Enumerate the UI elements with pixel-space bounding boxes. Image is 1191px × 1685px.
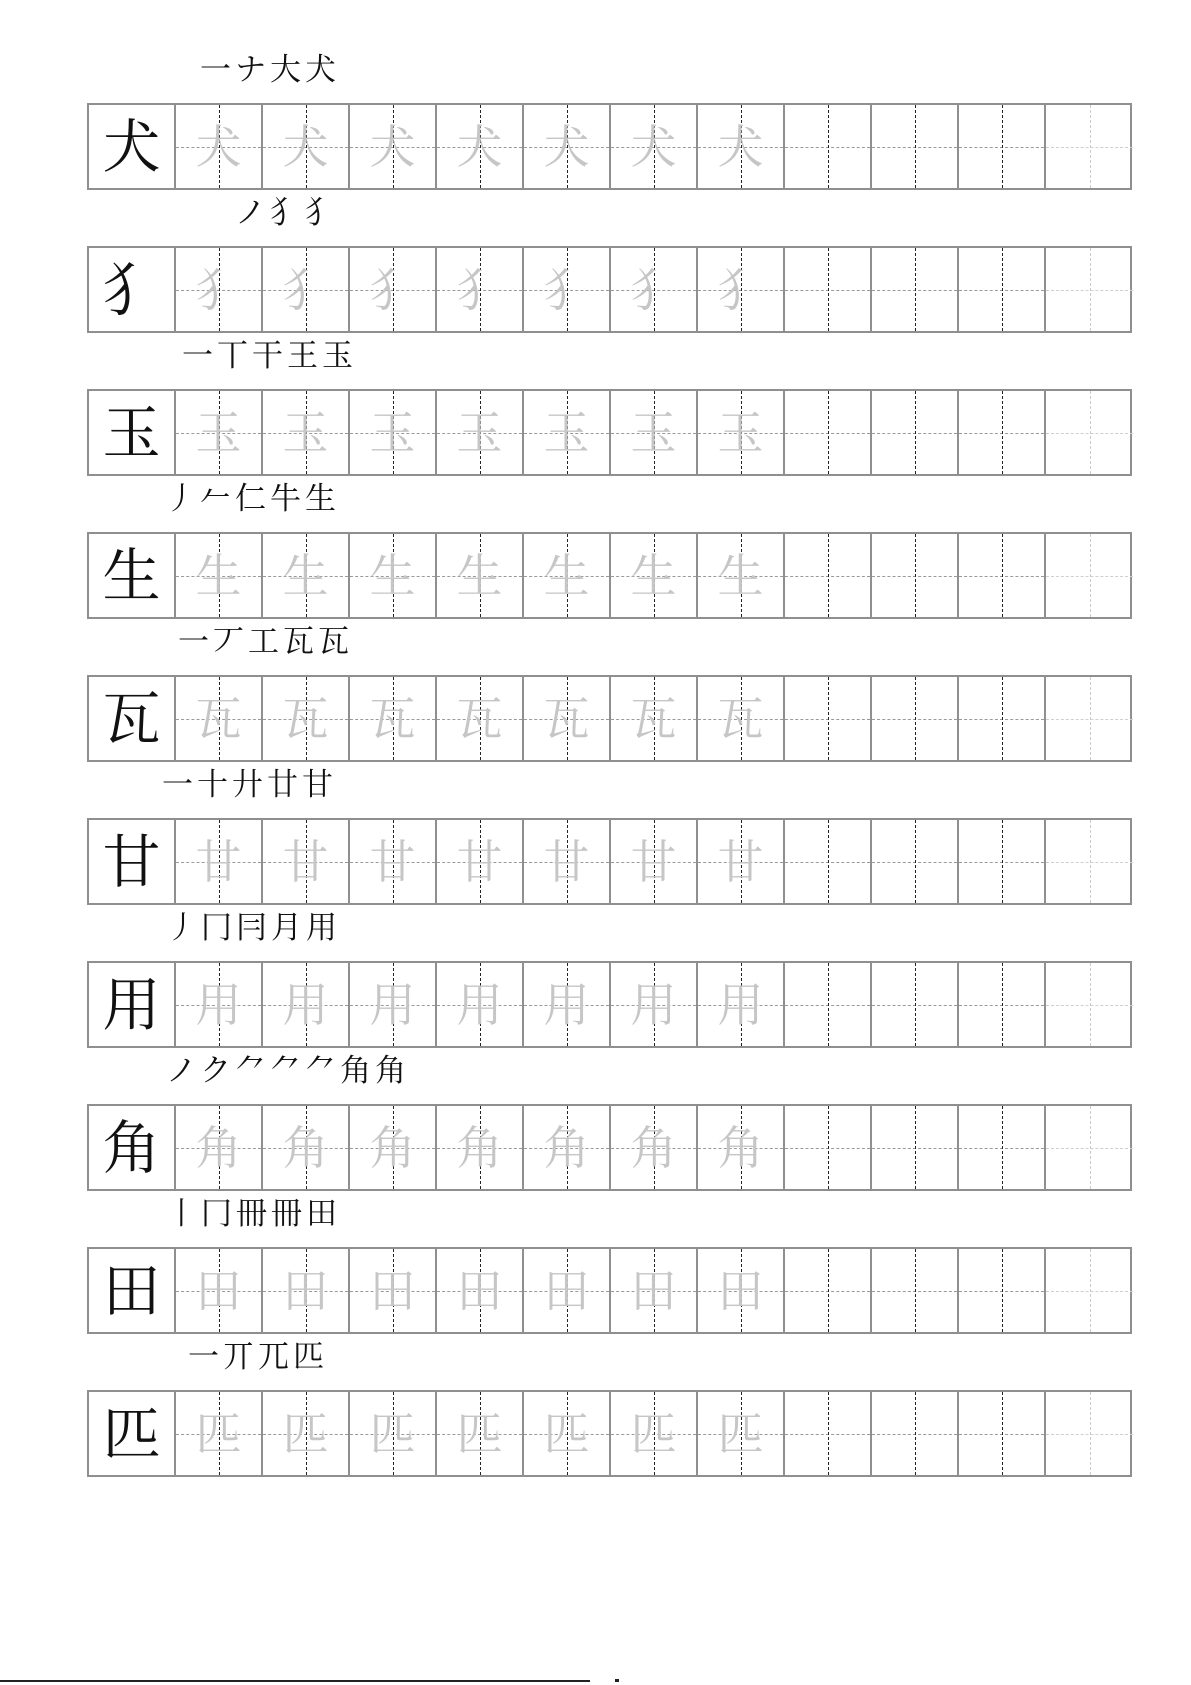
trace-cell[interactable] — [176, 1106, 263, 1189]
trace-cell[interactable] — [698, 391, 785, 474]
footer-mark — [615, 1679, 619, 1682]
vertical-guide-line — [1090, 820, 1091, 903]
trace-cell[interactable] — [698, 248, 785, 331]
blank-practice-cell[interactable] — [1046, 677, 1133, 760]
trace-character: 犭 — [456, 262, 503, 317]
trace-cell[interactable] — [263, 105, 350, 188]
blank-practice-cell[interactable] — [959, 248, 1046, 331]
vertical-guide-line — [1090, 105, 1091, 188]
blank-practice-cell[interactable] — [1046, 820, 1133, 903]
blank-practice-cell[interactable] — [872, 820, 959, 903]
blank-practice-cell[interactable] — [872, 1106, 959, 1189]
stroke-order-sequence: 丿冂冃月用 — [166, 910, 341, 946]
blank-practice-cell[interactable] — [959, 534, 1046, 617]
trace-cell[interactable] — [350, 820, 437, 903]
trace-character: 生 — [369, 548, 416, 603]
trace-character: 用 — [369, 977, 416, 1032]
practice-row — [87, 246, 1132, 333]
trace-cell[interactable] — [611, 1106, 698, 1189]
trace-character: 甘 — [717, 834, 764, 889]
trace-cell[interactable] — [611, 820, 698, 903]
trace-character: 匹 — [282, 1406, 329, 1461]
trace-cell[interactable] — [698, 534, 785, 617]
trace-cell[interactable] — [611, 391, 698, 474]
stroke-order-sequence: ノク⺈⺈⺈角角 — [166, 1053, 411, 1089]
blank-practice-cell[interactable] — [872, 1249, 959, 1332]
vertical-guide-line — [915, 1106, 916, 1189]
trace-character: 犭 — [195, 262, 242, 317]
blank-practice-cell[interactable] — [872, 1392, 959, 1475]
footer-divider — [0, 1680, 590, 1682]
trace-cell[interactable] — [437, 820, 524, 903]
trace-character: 田 — [456, 1263, 503, 1318]
practice-row — [87, 1247, 1132, 1334]
blank-practice-cell[interactable] — [1046, 1249, 1133, 1332]
vertical-guide-line — [828, 391, 829, 474]
trace-cell[interactable] — [524, 1392, 611, 1475]
practice-row — [87, 818, 1132, 905]
vertical-guide-line — [828, 1249, 829, 1332]
vertical-guide-line — [915, 248, 916, 331]
trace-character: 用 — [282, 977, 329, 1032]
trace-character: 甘 — [195, 834, 242, 889]
trace-character: 生 — [717, 548, 764, 603]
blank-practice-cell[interactable] — [785, 1392, 872, 1475]
trace-character: 犭 — [717, 262, 764, 317]
vertical-guide-line — [915, 1249, 916, 1332]
blank-practice-cell[interactable] — [785, 105, 872, 188]
vertical-guide-line — [1090, 963, 1091, 1046]
practice-row — [87, 675, 1132, 762]
vertical-guide-line — [1002, 1392, 1003, 1475]
trace-cell[interactable] — [437, 677, 524, 760]
trace-cell[interactable] — [350, 1392, 437, 1475]
stroke-order-sequence: 一丆工瓦瓦 — [178, 624, 353, 660]
blank-practice-cell[interactable] — [785, 391, 872, 474]
practice-row — [87, 532, 1132, 619]
blank-practice-cell[interactable] — [959, 963, 1046, 1046]
model-character: 瓦 — [102, 684, 161, 753]
stroke-order-sequence: 一丅干王玉 — [182, 338, 357, 374]
blank-practice-cell[interactable] — [872, 963, 959, 1046]
vertical-guide-line — [915, 963, 916, 1046]
trace-character: 犭 — [630, 262, 677, 317]
trace-character: 甘 — [456, 834, 503, 889]
trace-cell[interactable] — [176, 677, 263, 760]
trace-cell[interactable] — [263, 963, 350, 1046]
blank-practice-cell[interactable] — [785, 1106, 872, 1189]
blank-practice-cell[interactable] — [1046, 391, 1133, 474]
trace-cell[interactable] — [611, 677, 698, 760]
blank-practice-cell[interactable] — [959, 105, 1046, 188]
vertical-guide-line — [915, 1392, 916, 1475]
blank-practice-cell[interactable] — [959, 820, 1046, 903]
stroke-order-sequence: 丨冂冊冊田 — [166, 1196, 341, 1232]
model-character: 田 — [102, 1256, 161, 1325]
trace-character: 生 — [630, 548, 677, 603]
vertical-guide-line — [828, 677, 829, 760]
model-character: 犬 — [102, 112, 161, 181]
trace-cell[interactable] — [611, 105, 698, 188]
trace-cell[interactable] — [350, 534, 437, 617]
trace-character: 匹 — [630, 1406, 677, 1461]
trace-cell[interactable] — [524, 105, 611, 188]
blank-practice-cell[interactable] — [959, 391, 1046, 474]
trace-character: 瓦 — [630, 691, 677, 746]
trace-character: 犬 — [282, 119, 329, 174]
model-character-cell — [89, 677, 176, 760]
trace-character: 生 — [543, 548, 590, 603]
trace-character: 玉 — [543, 405, 590, 460]
blank-practice-cell[interactable] — [959, 1392, 1046, 1475]
practice-row — [87, 389, 1132, 476]
trace-cell[interactable] — [263, 1106, 350, 1189]
trace-character: 甘 — [369, 834, 416, 889]
blank-practice-cell[interactable] — [785, 1249, 872, 1332]
stroke-order-sequence: 一ナ大犬 — [200, 52, 340, 88]
trace-character: 犭 — [543, 262, 590, 317]
vertical-guide-line — [1090, 677, 1091, 760]
trace-character: 玉 — [717, 405, 764, 460]
trace-cell[interactable] — [263, 820, 350, 903]
trace-cell[interactable] — [698, 677, 785, 760]
trace-cell[interactable] — [698, 105, 785, 188]
trace-character: 瓦 — [369, 691, 416, 746]
trace-cell[interactable] — [611, 1249, 698, 1332]
vertical-guide-line — [828, 248, 829, 331]
vertical-guide-line — [1090, 1106, 1091, 1189]
trace-character: 田 — [630, 1263, 677, 1318]
trace-cell[interactable] — [524, 963, 611, 1046]
trace-cell[interactable] — [524, 248, 611, 331]
trace-cell[interactable] — [524, 677, 611, 760]
trace-character: 匹 — [543, 1406, 590, 1461]
trace-cell[interactable] — [263, 391, 350, 474]
trace-cell[interactable] — [350, 963, 437, 1046]
trace-cell[interactable] — [437, 391, 524, 474]
trace-cell[interactable] — [176, 248, 263, 331]
trace-character: 田 — [717, 1263, 764, 1318]
trace-cell[interactable] — [698, 1249, 785, 1332]
practice-row — [87, 961, 1132, 1048]
blank-practice-cell[interactable] — [1046, 534, 1133, 617]
model-character-cell — [89, 820, 176, 903]
trace-cell[interactable] — [524, 820, 611, 903]
practice-row — [87, 1390, 1132, 1477]
vertical-guide-line — [1002, 391, 1003, 474]
model-character: 用 — [102, 970, 161, 1039]
trace-cell[interactable] — [437, 248, 524, 331]
trace-character: 玉 — [630, 405, 677, 460]
trace-character: 田 — [282, 1263, 329, 1318]
blank-practice-cell[interactable] — [872, 391, 959, 474]
trace-cell[interactable] — [524, 1249, 611, 1332]
model-character: 犭 — [102, 255, 161, 324]
trace-character: 犭 — [282, 262, 329, 317]
trace-character: 玉 — [369, 405, 416, 460]
stroke-order-sequence: 一丌兀匹 — [188, 1339, 328, 1375]
vertical-guide-line — [828, 963, 829, 1046]
blank-practice-cell[interactable] — [1046, 1392, 1133, 1475]
blank-practice-cell[interactable] — [959, 1106, 1046, 1189]
model-character: 生 — [102, 541, 161, 610]
trace-character: 生 — [456, 548, 503, 603]
vertical-guide-line — [1002, 1106, 1003, 1189]
vertical-guide-line — [1090, 248, 1091, 331]
vertical-guide-line — [915, 677, 916, 760]
vertical-guide-line — [1002, 1249, 1003, 1332]
vertical-guide-line — [1002, 534, 1003, 617]
vertical-guide-line — [828, 820, 829, 903]
trace-cell[interactable] — [176, 1392, 263, 1475]
trace-character: 用 — [630, 977, 677, 1032]
trace-character: 匹 — [195, 1406, 242, 1461]
trace-character: 瓦 — [717, 691, 764, 746]
trace-cell[interactable] — [263, 677, 350, 760]
blank-practice-cell[interactable] — [785, 963, 872, 1046]
trace-character: 匹 — [369, 1406, 416, 1461]
trace-cell[interactable] — [263, 1249, 350, 1332]
vertical-guide-line — [828, 105, 829, 188]
trace-character: 犬 — [717, 119, 764, 174]
blank-practice-cell[interactable] — [785, 820, 872, 903]
model-character: 匹 — [102, 1399, 161, 1468]
stroke-order-sequence: 一十廾廿甘 — [162, 767, 337, 803]
trace-character: 犬 — [543, 119, 590, 174]
trace-cell[interactable] — [263, 248, 350, 331]
stroke-order-sequence: ノ犭犭 — [235, 195, 340, 231]
trace-character: 玉 — [456, 405, 503, 460]
trace-character: 匹 — [717, 1406, 764, 1461]
trace-cell[interactable] — [524, 391, 611, 474]
trace-character: 瓦 — [456, 691, 503, 746]
trace-cell[interactable] — [176, 1249, 263, 1332]
trace-cell[interactable] — [437, 1249, 524, 1332]
trace-character: 用 — [717, 977, 764, 1032]
blank-practice-cell[interactable] — [872, 105, 959, 188]
trace-cell[interactable] — [176, 820, 263, 903]
trace-cell[interactable] — [176, 963, 263, 1046]
trace-cell[interactable] — [611, 963, 698, 1046]
blank-practice-cell[interactable] — [959, 677, 1046, 760]
trace-character: 犬 — [369, 119, 416, 174]
trace-character: 瓦 — [543, 691, 590, 746]
trace-cell[interactable] — [437, 963, 524, 1046]
trace-cell[interactable] — [350, 248, 437, 331]
model-character-cell — [89, 963, 176, 1046]
blank-practice-cell[interactable] — [785, 534, 872, 617]
trace-character: 犬 — [195, 119, 242, 174]
vertical-guide-line — [1090, 391, 1091, 474]
trace-cell[interactable] — [611, 248, 698, 331]
trace-cell[interactable] — [437, 1106, 524, 1189]
trace-character: 生 — [282, 548, 329, 603]
vertical-guide-line — [1090, 1392, 1091, 1475]
vertical-guide-line — [1002, 677, 1003, 760]
trace-cell[interactable] — [176, 391, 263, 474]
trace-cell[interactable] — [524, 1106, 611, 1189]
model-character-cell — [89, 1249, 176, 1332]
practice-row — [87, 103, 1132, 190]
stroke-order-sequence: 丿𠂉仁牛生 — [165, 481, 340, 517]
trace-character: 甘 — [282, 834, 329, 889]
trace-character: 匹 — [456, 1406, 503, 1461]
trace-character: 田 — [369, 1263, 416, 1318]
trace-cell[interactable] — [698, 963, 785, 1046]
blank-practice-cell[interactable] — [1046, 1106, 1133, 1189]
trace-cell[interactable] — [350, 677, 437, 760]
blank-practice-cell[interactable] — [872, 677, 959, 760]
trace-character: 角 — [282, 1120, 329, 1175]
trace-character: 角 — [630, 1120, 677, 1175]
model-character: 角 — [102, 1113, 161, 1182]
trace-cell[interactable] — [176, 105, 263, 188]
vertical-guide-line — [1002, 820, 1003, 903]
model-character-cell — [89, 105, 176, 188]
trace-cell[interactable] — [350, 1106, 437, 1189]
trace-cell[interactable] — [437, 105, 524, 188]
blank-practice-cell[interactable] — [1046, 248, 1133, 331]
model-character: 甘 — [102, 827, 161, 896]
model-character-cell — [89, 248, 176, 331]
trace-character: 玉 — [195, 405, 242, 460]
vertical-guide-line — [828, 534, 829, 617]
trace-character: 用 — [195, 977, 242, 1032]
vertical-guide-line — [1090, 534, 1091, 617]
blank-practice-cell[interactable] — [785, 248, 872, 331]
trace-cell[interactable] — [176, 534, 263, 617]
vertical-guide-line — [1090, 1249, 1091, 1332]
blank-practice-cell[interactable] — [785, 677, 872, 760]
trace-cell[interactable] — [437, 1392, 524, 1475]
trace-cell[interactable] — [350, 1249, 437, 1332]
model-character-cell — [89, 1106, 176, 1189]
trace-character: 田 — [543, 1263, 590, 1318]
vertical-guide-line — [915, 391, 916, 474]
trace-character: 甘 — [630, 834, 677, 889]
vertical-guide-line — [1002, 963, 1003, 1046]
trace-character: 犬 — [630, 119, 677, 174]
trace-character: 生 — [195, 548, 242, 603]
trace-character: 用 — [543, 977, 590, 1032]
trace-cell[interactable] — [698, 1392, 785, 1475]
vertical-guide-line — [915, 105, 916, 188]
vertical-guide-line — [915, 820, 916, 903]
vertical-guide-line — [915, 534, 916, 617]
blank-practice-cell[interactable] — [872, 248, 959, 331]
trace-character: 田 — [195, 1263, 242, 1318]
trace-cell[interactable] — [437, 534, 524, 617]
trace-cell[interactable] — [263, 534, 350, 617]
vertical-guide-line — [828, 1106, 829, 1189]
trace-cell[interactable] — [350, 391, 437, 474]
trace-character: 瓦 — [195, 691, 242, 746]
trace-character: 角 — [543, 1120, 590, 1175]
trace-cell[interactable] — [698, 820, 785, 903]
trace-character: 甘 — [543, 834, 590, 889]
trace-character: 犬 — [456, 119, 503, 174]
trace-character: 玉 — [282, 405, 329, 460]
trace-character: 瓦 — [282, 691, 329, 746]
blank-practice-cell[interactable] — [959, 1249, 1046, 1332]
trace-cell[interactable] — [350, 105, 437, 188]
trace-character: 用 — [456, 977, 503, 1032]
vertical-guide-line — [828, 1392, 829, 1475]
blank-practice-cell[interactable] — [1046, 963, 1133, 1046]
trace-character: 角 — [717, 1120, 764, 1175]
trace-character: 犭 — [369, 262, 416, 317]
model-character-cell — [89, 534, 176, 617]
trace-character: 角 — [456, 1120, 503, 1175]
vertical-guide-line — [1002, 248, 1003, 331]
trace-character: 角 — [369, 1120, 416, 1175]
trace-cell[interactable] — [611, 534, 698, 617]
trace-character: 角 — [195, 1120, 242, 1175]
trace-cell[interactable] — [698, 1106, 785, 1189]
blank-practice-cell[interactable] — [872, 534, 959, 617]
blank-practice-cell[interactable] — [1046, 105, 1133, 188]
practice-row — [87, 1104, 1132, 1191]
trace-cell[interactable] — [263, 1392, 350, 1475]
vertical-guide-line — [1002, 105, 1003, 188]
model-character-cell — [89, 1392, 176, 1475]
trace-cell[interactable] — [524, 534, 611, 617]
model-character: 玉 — [102, 398, 161, 467]
trace-cell[interactable] — [611, 1392, 698, 1475]
model-character-cell — [89, 391, 176, 474]
